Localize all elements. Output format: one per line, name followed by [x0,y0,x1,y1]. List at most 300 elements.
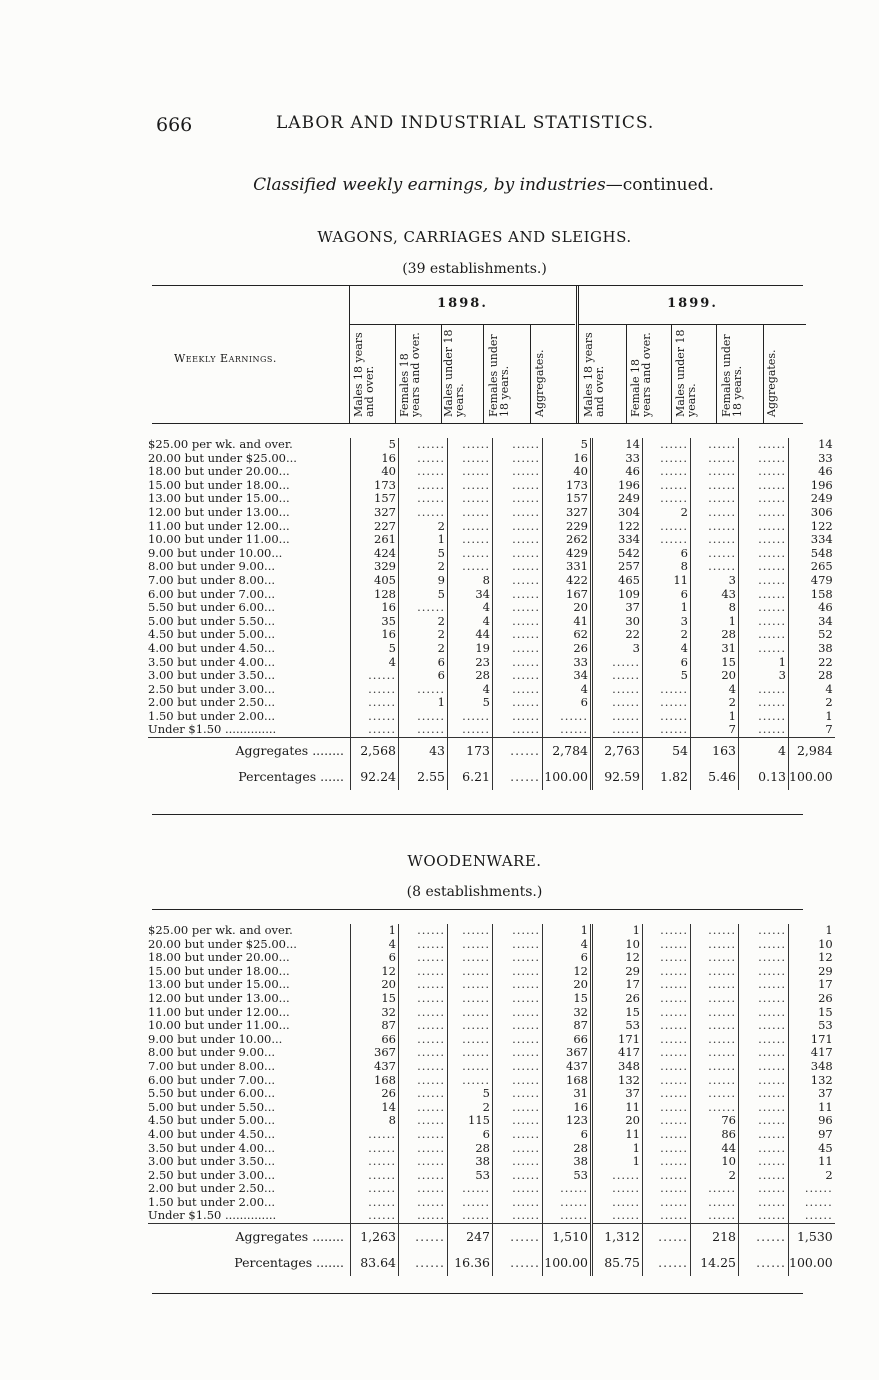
cell: ...... [691,1046,739,1060]
cell: ...... [448,965,493,979]
cell: 168 [351,1074,399,1088]
cell: ...... [789,1196,835,1210]
cell: ...... [739,992,789,1006]
cell: 5 [543,438,592,452]
earnings-class: $25.00 per wk. and over. [148,437,293,451]
cell: ...... [493,965,543,979]
year-1898: 1898. [437,296,488,311]
cell: ...... [739,1114,789,1128]
cell: 229 [543,520,592,534]
col-head-label: Males under 18 years. [442,329,466,417]
cell: 2 [643,628,691,642]
cell: ...... [448,479,493,493]
cell: 2 [643,506,691,520]
cell: ...... [691,492,739,506]
cell: 163 [691,738,739,765]
cell: ...... [739,1128,789,1142]
earnings-class: 7.00 but under 8.00... [148,572,276,587]
cell: ...... [739,696,789,710]
cell: ...... [493,1169,543,1183]
cell: ...... [493,978,543,992]
earnings-class: 6.00 but under 7.00... [148,1072,276,1087]
cell: ...... [643,479,691,493]
cell: ...... [399,1114,448,1128]
cell: ...... [691,1019,739,1033]
cell: 2,784 [543,738,592,765]
table-row [148,560,835,574]
cell: 2 [399,560,448,574]
cell: 10 [789,938,835,952]
cell: ...... [691,965,739,979]
cell: ...... [643,520,691,534]
cell: 122 [592,520,643,534]
cell: ...... [493,1060,543,1074]
cell: ...... [739,588,789,602]
cell: ...... [399,1142,448,1156]
cell: ...... [493,479,543,493]
cell: 2.55 [399,764,448,790]
cell: 100.00 [789,764,835,790]
cell: 2 [691,1169,739,1183]
cell: ...... [399,1046,448,1060]
col-head [395,324,442,423]
cell: ...... [739,520,789,534]
cell: 367 [543,1046,592,1060]
earnings-class: 1.50 but under 2.00... [148,1194,276,1209]
cell: ...... [543,1209,592,1223]
section-title-wagons: WAGONS, CARRIAGES AND SLEIGHS. [317,228,632,246]
cell: 5.46 [691,764,739,790]
cell: ...... [399,452,448,466]
table-row [148,683,835,697]
cell: ...... [399,1006,448,1020]
cell: ...... [643,992,691,1006]
cell: 123 [543,1114,592,1128]
cell: 28 [691,628,739,642]
cell: 2 [789,696,835,710]
cell: ...... [493,992,543,1006]
table-row [148,1128,835,1142]
earnings-class: 10.00 but under 11.00... [148,1018,290,1033]
cell: 173 [351,479,399,493]
cell: ...... [643,438,691,452]
cell: ...... [448,992,493,1006]
earnings-class: Under $1.50 .............. [148,722,277,737]
cell: ...... [643,465,691,479]
cell: 196 [592,479,643,493]
cell: 417 [789,1046,835,1060]
cell: ...... [399,1169,448,1183]
cell: 157 [351,492,399,506]
cell: 16 [351,628,399,642]
cell: 6 [543,696,592,710]
cell: 257 [592,560,643,574]
cell: 1,263 [351,1224,399,1251]
table-row [148,1074,835,1088]
cell: ...... [448,465,493,479]
cell: ...... [643,1182,691,1196]
earnings-class: 2.50 but under 3.00... [148,681,276,696]
cell: ...... [643,1074,691,1088]
cell: ...... [643,683,691,697]
table-row [148,1087,835,1101]
cell: ...... [739,1087,789,1101]
cell: 542 [592,547,643,561]
cell: ...... [643,951,691,965]
cell: ...... [399,683,448,697]
earnings-class: 3.50 but under 4.00... [148,1140,276,1155]
cell: ...... [493,438,543,452]
cell: 115 [448,1114,493,1128]
cell: 37 [592,601,643,615]
cell: ...... [739,951,789,965]
cell: ...... [399,1182,448,1196]
cell: 45 [789,1142,835,1156]
cell: ...... [739,1169,789,1183]
cell: ...... [739,479,789,493]
cell: 46 [789,601,835,615]
cell: ...... [643,938,691,952]
cell: 43 [399,738,448,765]
cell: 2,984 [789,738,835,765]
cell: ...... [739,924,789,938]
cell: ...... [643,452,691,466]
cell: 53 [789,1019,835,1033]
cell: 2 [399,615,448,629]
cell: 33 [543,656,592,670]
cell: 15 [351,992,399,1006]
cell: ...... [493,1006,543,1020]
cell: ...... [643,1060,691,1074]
cell: 14 [351,1101,399,1115]
page-number: 666 [156,114,193,136]
cell: ...... [592,1209,643,1223]
table-row [148,452,835,466]
cell: ...... [493,1046,543,1060]
cell: ...... [448,506,493,520]
cell: 3 [691,574,739,588]
earnings-class: 15.00 but under 18.00... [148,963,290,978]
cell: 53 [592,1019,643,1033]
cell: 17 [789,978,835,992]
earnings-class: 11.00 but under 12.00... [148,518,290,533]
table-row [148,601,835,615]
weekly-earnings-label: Weekly Earnings. [174,352,277,365]
cell: 548 [789,547,835,561]
year-block-1899 [576,286,806,423]
earnings-class: 6.00 but under 7.00... [148,586,276,601]
table-row [148,938,835,952]
cell: 20 [691,669,739,683]
cell: ...... [448,1074,493,1088]
cell: 100.00 [789,1250,835,1276]
cell: 5 [399,588,448,602]
cell: 227 [351,520,399,534]
earnings-class: 8.00 but under 9.00... [148,1045,276,1060]
earnings-class: 15.00 but under 18.00... [148,477,290,492]
table-row [148,710,835,724]
cell: ...... [592,723,643,737]
col-head [530,324,576,423]
cell: ...... [739,492,789,506]
earnings-class: 9.00 but under 10.00... [148,1031,283,1046]
cell: 26 [351,1087,399,1101]
cell: 92.24 [351,764,399,790]
cell: ...... [691,1101,739,1115]
cell: 6.21 [448,764,493,790]
cell: 2 [448,1101,493,1115]
cell: 33 [592,452,643,466]
cell: 1 [543,924,592,938]
cell: 38 [789,642,835,656]
col-head [763,324,807,423]
cell: 1 [789,924,835,938]
cell: 132 [592,1074,643,1088]
cell: 52 [789,628,835,642]
cell: 424 [351,547,399,561]
table-row [148,628,835,642]
cell: ...... [448,710,493,724]
earnings-class: Under $1.50 .............. [148,1208,277,1223]
earnings-class: 5.00 but under 5.50... [148,1099,276,1114]
cell: 334 [592,533,643,547]
cell: ...... [643,723,691,737]
cell: ...... [643,978,691,992]
cell: ...... [739,1060,789,1074]
cell: ...... [643,1114,691,1128]
cell: 4 [351,938,399,952]
cell: 1 [691,710,739,724]
cell: 6 [643,588,691,602]
cell: 87 [351,1019,399,1033]
cell: 6 [543,1128,592,1142]
table-row [148,1114,835,1128]
cell: 5 [351,642,399,656]
cell: 2,568 [351,738,399,765]
cell: 331 [543,560,592,574]
cell: ...... [739,1019,789,1033]
earnings-class: 12.00 but under 13.00... [148,504,290,519]
col-head [671,324,717,423]
cell: ...... [493,951,543,965]
cell: 8 [448,574,493,588]
earnings-class: 4.00 but under 4.50... [148,1126,276,1141]
cell: ...... [448,723,493,737]
cell: ...... [691,1209,739,1223]
aggregates-row [148,738,835,765]
cell: ...... [739,723,789,737]
cell: 14 [592,438,643,452]
table-row [148,965,835,979]
cell: ...... [493,615,543,629]
cell: 4 [543,938,592,952]
cell: ...... [493,465,543,479]
table-row [148,615,835,629]
cell: ...... [493,1128,543,1142]
col-head-label: Females under 18 years. [486,334,511,417]
cell: 32 [543,1006,592,1020]
cell: ...... [592,1169,643,1183]
earnings-class: 18.00 but under 20.00... [148,464,290,479]
earnings-class: 4.50 but under 5.00... [148,627,276,642]
cell: ...... [351,1209,399,1223]
cell: ...... [739,1250,789,1276]
table-row [148,1155,835,1169]
cell: 15 [691,656,739,670]
cell: ...... [351,723,399,737]
cell: ...... [448,938,493,952]
cell: 3 [643,615,691,629]
cell: ...... [739,560,789,574]
earnings-class: 8.00 but under 9.00... [148,559,276,574]
table-row [148,1019,835,1033]
cell: ...... [739,938,789,952]
cell: ...... [399,506,448,520]
cell: ...... [448,1182,493,1196]
cell: ...... [691,1182,739,1196]
earnings-class: 11.00 but under 12.00... [148,1004,290,1019]
cell: 157 [543,492,592,506]
cell: 261 [351,533,399,547]
cell: 8 [351,1114,399,1128]
cell: ...... [643,1196,691,1210]
cell: ...... [643,965,691,979]
cell: ...... [351,1142,399,1156]
cell: 4 [739,738,789,765]
cell: 30 [592,615,643,629]
cell: 1 [592,1142,643,1156]
col-head [350,324,395,423]
cell: ...... [643,924,691,938]
cell: ...... [399,1209,448,1223]
table-row [148,1196,835,1210]
earnings-class: Percentages ...... [238,769,344,785]
cell: ...... [739,574,789,588]
cell: 334 [789,533,835,547]
cell: 465 [592,574,643,588]
table-row [148,978,835,992]
cell: ...... [493,520,543,534]
cell: 44 [691,1142,739,1156]
percentages-row [148,1250,835,1276]
cell: ...... [448,1046,493,1060]
cell: 262 [543,533,592,547]
cell: 158 [789,588,835,602]
table-row [148,1033,835,1047]
cell: 12 [592,951,643,965]
cell: ...... [739,1074,789,1088]
cell: 6 [399,669,448,683]
cell: 20 [592,1114,643,1128]
cell: 4 [789,683,835,697]
cell: ...... [493,1087,543,1101]
col-head-label: Aggregates. [764,349,778,417]
cell: 167 [543,588,592,602]
cell: ...... [351,1128,399,1142]
cell: ...... [399,978,448,992]
cell: ...... [399,1087,448,1101]
cell: ...... [351,696,399,710]
cell: 29 [592,965,643,979]
earnings-class: 3.50 but under 4.00... [148,654,276,669]
cell: ...... [448,924,493,938]
cell: ...... [493,547,543,561]
cell: 31 [691,642,739,656]
cell: ...... [691,1033,739,1047]
cell: 46 [789,465,835,479]
table-row [148,574,835,588]
cell: 20 [543,601,592,615]
cell: ...... [739,438,789,452]
cell: ...... [789,1209,835,1223]
table-row [148,1060,835,1074]
cell: ...... [448,520,493,534]
cell: 46 [592,465,643,479]
cell: ...... [643,710,691,724]
cell: ...... [691,1006,739,1020]
col-head [716,324,764,423]
cell: 40 [543,465,592,479]
cell: 3 [592,642,643,656]
cell: 15 [592,1006,643,1020]
earnings-class: Aggregates ........ [148,1224,351,1251]
table-row [148,1169,835,1183]
table-row [148,723,835,737]
cell: 329 [351,560,399,574]
cell: ...... [643,1224,691,1251]
cell: 14.25 [691,1250,739,1276]
cell: ...... [691,924,739,938]
cell: 26 [592,992,643,1006]
cell: ...... [399,1196,448,1210]
cell: 405 [351,574,399,588]
cell: 2 [789,1169,835,1183]
cell: ...... [493,723,543,737]
cell: ...... [543,723,592,737]
cell: ...... [493,764,543,790]
cell: 2 [691,696,739,710]
cell: 327 [543,506,592,520]
cell: ...... [691,951,739,965]
table-row [148,492,835,506]
table-row [148,669,835,683]
cell: 12 [789,951,835,965]
cell: ...... [448,533,493,547]
table-row [148,656,835,670]
cell: ...... [691,452,739,466]
cell: ...... [351,683,399,697]
cell: 437 [543,1060,592,1074]
cell: ...... [351,710,399,724]
table-row [148,588,835,602]
cell: ...... [739,533,789,547]
cell: 2 [399,520,448,534]
cell: 304 [592,506,643,520]
earnings-class: $25.00 per wk. and over. [148,923,293,937]
cell: ...... [739,1182,789,1196]
col-head-label: Males 18 years and over. [351,332,376,417]
cell: ...... [399,992,448,1006]
cell: ...... [739,1046,789,1060]
cell: ...... [399,1250,448,1276]
cell: 247 [448,1224,493,1251]
cell: ...... [448,1196,493,1210]
cell: 327 [351,506,399,520]
cell: ...... [448,547,493,561]
cell: ...... [739,615,789,629]
cell: ...... [643,1101,691,1115]
earnings-class: 5.50 but under 6.00... [148,1086,276,1101]
